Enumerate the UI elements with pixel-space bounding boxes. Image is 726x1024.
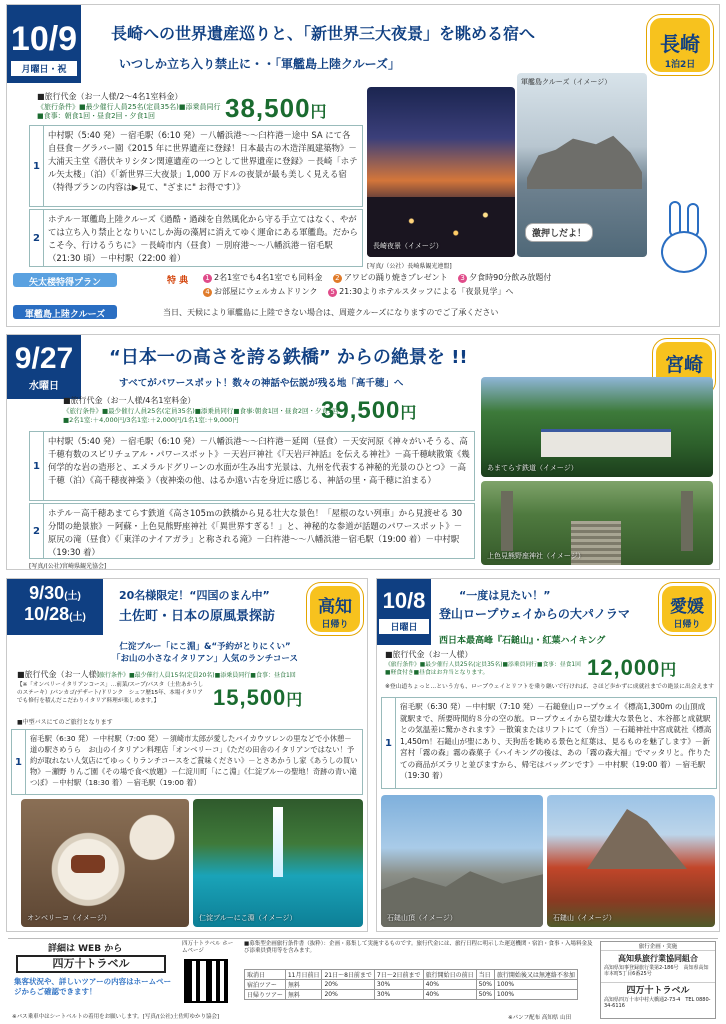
day-description: ホテル－軍艦島上陸クルーズ《過酷・過疎を自然風化から守る手立てはなく、やがては立ち入り禁止となりいにしか海の藻屑に消えてゆく運命にある軍艦島。だからこそ今、行けるうちに》－長崎市内（昼食）－別府港～～八幡浜港－宿毛駅（21:30 頃）－中村駅（22:00 着）: [48, 214, 358, 263]
bottom-note: ※バス乗車中はシートベルトの着用をお願いします。[写真/(公社)土佐町ゆかり協会]: [12, 1014, 220, 1020]
photo-caption: オンベリーコ（イメージ）: [27, 914, 111, 922]
tour-title: 20名様限定！“四国のまん中”: [119, 589, 270, 602]
benefit-item: 3 夕食時90分飲み放題付: [458, 273, 551, 282]
qr-label: 四万十トラベル ホームページ: [182, 941, 234, 954]
qr-code-icon[interactable]: [184, 959, 228, 1003]
company2-detail: 高知県四万十市中村大橋通2-73-4 TEL 0880-34-6116: [604, 997, 711, 1009]
photo-italian-course: [21, 799, 189, 927]
region-name: 長崎: [660, 32, 700, 56]
photo-caption: 石鎚山（イメージ）: [553, 914, 616, 922]
tour-subtitle: 西日本最高峰『石鎚山』・紅葉ハイキング: [439, 636, 606, 646]
price-unit: 円: [286, 692, 304, 709]
tour-section-nagasaki: [6, 4, 720, 327]
photo-caption: 長崎夜景（イメージ）: [373, 242, 443, 250]
tour-title: “日本一の高さを誇る鉄橋” からの絶景を !!: [109, 347, 468, 368]
photo-nagasaki-night: [367, 87, 515, 257]
itinerary-day-1: [29, 431, 475, 501]
itinerary-day-2: [29, 503, 475, 559]
rabbit-mascot: [655, 201, 715, 281]
tour-conditions: 《旅行条件》■最少催行人員25名(定員35名)■添乗員同行 ■食事：朝食1回・昼食2回・夕食1回: [37, 103, 221, 120]
day-description: 宿毛駅（6:30 発）－中村駅（7:10 発）－石鎚登山ロープウェイ《標高1,300m の山頂成就駅まで、所要時間約８分の空の旅。ロープウェイから望む雄大な景色と、木谷都と成就駅との気温差に驚かされます》－散策またはリフトにて（弁当）－石鎚神社中宮成就社《標高1,450m！石鎚山が聖にあり、天狗岳を眺める景色と紅葉は、見るものを魅了します》－新宮村「霧の森」霧の森菓子《ハイキングの後は、あの「霧の森大福」でマッタリと。作りたての商品がズラリと並びますから、帰宅はバッグンです》－中村駅（19:00 着）－宿毛駅（19:30 着）: [400, 702, 712, 780]
rule-note: ■募集型企画旅行条件書（抜粋）：企画・募集して実施するものです。旅行代金には、旅行日程に明示した運送機関・宿泊・食事・入場料金及び添乗員費用等を含みます。: [244, 941, 593, 954]
company1-detail: 高知県知事登録旅行業第2-186号 高知県高知市本町5丁目6番25号: [604, 965, 709, 977]
island-shape: [527, 133, 642, 189]
tour-title-2: 登山ロープウェイからの大パノラマ: [439, 607, 630, 621]
price-value: 38,500: [225, 93, 311, 123]
tour-subtitle: すべてがパワースポット！数々の神話や伝説が残る地「高千穂」へ: [119, 378, 404, 389]
day-description: ホテル－高千穂あまてらす鉄道《高さ105ｍの鉄橋から見る壮大な景色！「屋根のない列車」から見渡せる 30 分間の絶景旅》－阿蘇・上色見熊野座神社《「異世界すぎる！」と、神秘的な参道が話題のパワースポット》－原尻の滝（昼食）《「東洋のナイアガラ」と称される滝》－臼杵港～～八幡浜港－宿毛駅（19:00 着）－中村駅（19:30 着）: [48, 508, 463, 557]
photo-gunkanjima: [517, 73, 647, 257]
tour-price: [587, 655, 677, 681]
day-description: 中村駅（5:40 発）－宿毛駅（6:10 発）－八幡浜港～～臼杵港－途中 SA にて各自昼食－グラバー園《2015 年に世界遺産に登録！日本最古の木造洋風建築物》－大浦天主堂《潜伏キリシタン関連遺産の一つとして世界遺産に登録》－長崎「ホテル矢太楼」（泊）《「新世界三大夜景」1,000 万ドルの夜景が最も美しく見える宿（特得プランの内容は▶見て、"ざまに" お得です）》: [48, 130, 358, 192]
tour-title: 長崎への世界遺産巡りと、「新世界三大夜景」を眺める宿へ: [111, 24, 536, 43]
price-unit: 円: [660, 662, 678, 679]
region-name: 宮崎: [664, 354, 703, 376]
region-name: 高知: [318, 597, 352, 617]
company-box: [600, 941, 716, 1019]
tour-conditions: 《旅行条件》■最少催行人員15名(定員20名)■添乗員同行■食事：昼食1回: [93, 672, 296, 679]
region-badge: [647, 15, 713, 75]
tour-weekday: 月曜日・祝: [11, 61, 77, 76]
tour-date: 10/9: [10, 20, 78, 58]
course-note: 【※「オンベリーイタリアンコース」…前菜/スープ/パスタ（土佐あかうしのステーキ）/パンカゴ/デザート/ドリンク シェフ歴15年、本場イタリアでも修行を積んだこだわりイタリア料理が楽しめます。】: [17, 682, 204, 704]
mountain-peak: [587, 809, 687, 869]
photo-nikobuchi: [193, 799, 363, 927]
day-number: 1: [382, 698, 396, 788]
tour-conditions: 《旅行条件》■最少催行人員25名(定員35名)■添乗員同行■食事:朝食1回・昼食2回・夕食1回 ■2名1室:＋4,000円/3名1室:＋2,000円/1名1室:＋9,000円: [63, 407, 339, 424]
photo-caption: 軍艦島クルーズ（イメージ）: [521, 78, 612, 86]
tour-date: 10/8: [382, 588, 426, 613]
tour-weekday: 水曜日: [29, 381, 59, 392]
itinerary-day-2: [29, 209, 363, 267]
special-plan-head: 特 典: [167, 276, 189, 286]
region-duration: 日帰り: [321, 620, 349, 630]
tour-title: “一度は見たい！”: [459, 589, 551, 602]
day-description: 中村駅（5:40 発）－宿毛駅（6:10 発）－八幡浜港～～臼杵港－延岡（昼食）－天安河原《神々がいそうる、高千穂有数のスピリチュアル・パワースポット》－天岩戸神社《『天岩戸神話』を伝える神社》－高千穂峡散策《幾何学的な岩の造形と、エメラルドグリーンの水面が生み出す光景は、九州を代表する神秘的光景のひとつ》－高千穂（泊）《高千穂夜神楽 》（夜神楽の他、はるか遠い古を身近に感じる、神話の里・高千穂に泊まる）: [48, 436, 470, 485]
tour-section-ehime: [376, 578, 720, 932]
region-duration: 日帰り: [673, 620, 701, 630]
benefit-item: 1 2名1室でも4名1室でも同料金: [203, 273, 322, 282]
photo-caption: 上色見熊野座神社（イメージ）: [487, 552, 585, 560]
cruise-label: 軍艦島上陸クルーズ: [13, 305, 117, 319]
tour-price: [321, 397, 417, 425]
waterfall: [273, 807, 283, 877]
stone-lantern: [501, 491, 513, 551]
price-value: 15,500: [213, 685, 287, 710]
day-number: 2: [30, 504, 44, 558]
itinerary-day-1: [11, 729, 363, 795]
tour-weekday: 日曜日: [379, 619, 429, 634]
region-badge: [307, 583, 363, 635]
price-unit: 円: [400, 405, 418, 422]
photo-caption: 石鎚山頂（イメージ）: [387, 914, 457, 922]
itinerary-day-1: [381, 697, 717, 789]
climb-note: ※登山道ちょっと…という方も、ロープウェイとリフトを乗り継いで行ければ、さほど歩かずに成就社までの絶景に出会えます: [385, 684, 714, 690]
benefit-list: [203, 271, 643, 299]
company1-head: 旅行企画・実施: [601, 942, 715, 951]
tour-date: 9/27: [14, 342, 74, 375]
photo-caption: あまてらす鉄道（イメージ）: [487, 464, 578, 472]
cruise-note: 当日、天候により軍艦島に上陸できない場合は、周遊クルーズになりますのでご了承ください: [163, 308, 499, 317]
benefit-item: 5 21:30よりホテルスタッフによる「夜景見学」へ: [328, 287, 513, 296]
photo-amaterasu-railway: [481, 377, 713, 477]
region-badge: [659, 583, 715, 635]
day-number: 1: [30, 126, 44, 206]
day-number: 1: [30, 432, 44, 500]
tour-price: [213, 685, 303, 711]
region-name: 愛媛: [670, 597, 704, 617]
tour-date-tab: [7, 335, 81, 399]
tour-section-miyazaki: [6, 334, 720, 570]
footer: [8, 938, 718, 1022]
tour-subtitle: 仁淀ブルー「にこ淵」&“予約がとりにくい” 「お山の小さなイタリアン」人気のランチコース: [112, 642, 298, 664]
table-row: 宿泊ツアー 無料 20% 30% 40% 50% 100%: [245, 980, 578, 990]
web-note: 集客状況や、詳しいツアーの内容はホームページからご確認できます！: [14, 977, 172, 996]
price-value: 12,000: [587, 655, 661, 680]
day-number: 1: [12, 730, 26, 794]
company2-name: 四万十トラベル: [601, 982, 715, 996]
tour-date: 9/30(土): [29, 583, 81, 603]
fee-label: ■旅行代金（お一人様/4名1室料金）: [63, 396, 196, 405]
tour-title-2: 土佐町・日本の原風景探訪: [119, 609, 276, 624]
tour-date-tab: [7, 579, 103, 635]
brand-box[interactable]: 四万十トラベル: [16, 955, 166, 973]
bus-note: ■中型バスにてのご旅行となります: [17, 719, 113, 726]
steak-dish: [71, 855, 105, 873]
photo-caption: 仁淀ブルーにこ淵（イメージ）: [199, 914, 297, 922]
photo-ishizuchi-summit: [381, 795, 543, 927]
pamphlet-note: ※パンフ配布 高知県 山田: [508, 1015, 572, 1021]
price-value: 39,500: [321, 397, 401, 424]
benefit-item: 4 お部屋にウェルカムドリンク: [203, 287, 318, 296]
photo-credit: [写真/（公社）長崎県観光連盟]: [367, 263, 452, 270]
cancel-fee-table: [244, 969, 578, 1000]
company1-name: 高知県旅行業協同組合: [618, 954, 698, 963]
train-car: [541, 429, 671, 457]
tour-price: [225, 93, 328, 124]
itinerary-day-1: [29, 125, 363, 207]
fee-label: ■旅行代金（お一人様）: [385, 650, 473, 659]
fee-label: ■旅行代金（お一人様/2～4名1室料金）: [37, 92, 183, 101]
tour-conditions: 《旅行条件》■最少催行人員25名(定員35名)■添乗員同行■食事：昼食1回 ■軽食付き■昼食はお弁当となります。: [385, 662, 581, 676]
tour-date: 10/28(土): [24, 604, 86, 624]
rabbit-face: [661, 231, 707, 273]
price-unit: 円: [310, 104, 328, 121]
photo-kumano-shrine: [481, 481, 713, 565]
benefit-item: 2 アワビの踊り焼きプレゼント: [333, 273, 448, 282]
photo-credit: [写真/(公社)宮崎県観光協会]: [29, 563, 107, 570]
table-row: 日帰りツアー 無料 20% 30% 40% 50% 100%: [245, 990, 578, 1000]
tour-subtitle: いつしか立ち入り禁止に・・「軍艦島上陸クルーズ」: [119, 57, 401, 71]
web-label: 詳細は WEB から: [48, 944, 123, 954]
stone-lantern: [681, 491, 693, 551]
photo-ishizuchi-autumn: [547, 795, 715, 927]
region-duration: 1泊2日: [664, 60, 696, 70]
speech-bubble: 激押しだよ！: [525, 223, 593, 242]
tour-section-kochi: [6, 578, 368, 932]
fee-label: ■旅行代金（お一人様）: [17, 670, 105, 679]
special-plan-label: 矢太楼特得プラン: [13, 273, 117, 287]
day-description: 宿毛駅（6:30 発）－中村駅（7:00 発）－須崎市太郎が愛したバイカウツレンの里などで小休憩－道の駅さめうら お山のイタリアン料理店「オンベリーコ」《ただの田舎のイタリアンではない！予約が取れない人気店にてゆっくりランチコースをご賞味ください》－とさあかうし家《あうしの買い物》－瀬野 りんご園《その場で食べ放題》－仁淀川町「にこ淵」《仁淀ブルーの聖地！奇跡の青い滝つぼ》－中村駅（18:30 着）－宿毛駅（19:00 着）: [30, 734, 358, 787]
tour-date-tab: [7, 5, 81, 83]
day-number: 2: [30, 210, 44, 266]
tour-date-tab: [377, 579, 431, 645]
table-header-row: 取消日 11月日前日 21日～8日前まで 7日～2日前まで 旅行開始日の前日 当日 旅行開始後又は無連絡不参加: [245, 970, 578, 980]
